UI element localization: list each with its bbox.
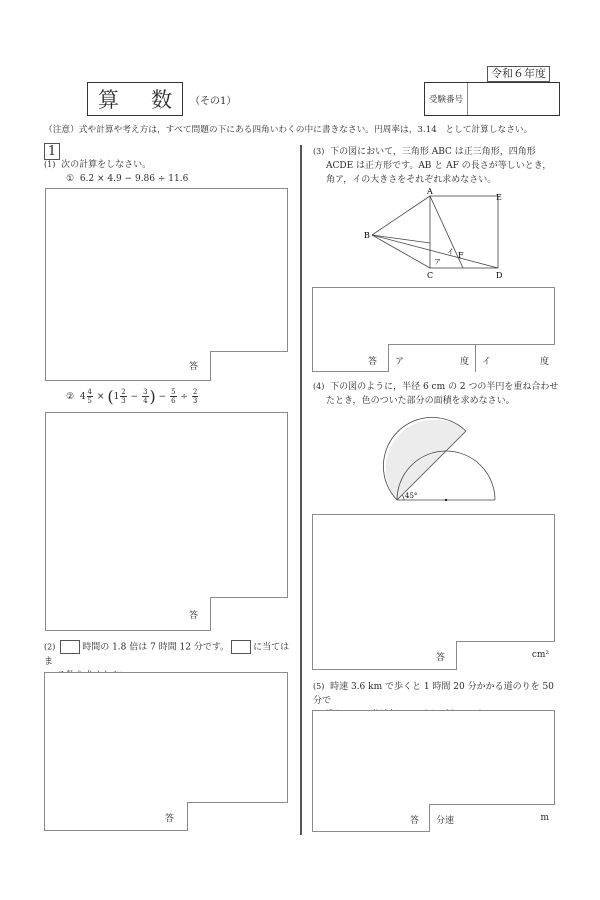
q1-2-answer-label: 答 (189, 611, 199, 621)
q5-work-area[interactable] (312, 710, 555, 832)
year-badge: 令和６年度 (487, 66, 550, 82)
q4-answer-unit: cm² (531, 650, 549, 660)
q1-2-div: ÷ (180, 391, 188, 402)
q2-work-area[interactable] (44, 672, 288, 831)
q2-answer-label: 答 (165, 814, 175, 824)
q1-2-minus2: − (158, 391, 167, 402)
subject-title-right: 数 (151, 88, 172, 112)
q3-label: (3) (313, 147, 325, 156)
q5-answer-prefix: 分速 (436, 816, 455, 826)
q1-2-whole2: 1 (113, 391, 120, 402)
segment-bc (372, 235, 430, 268)
q3-answer-a-unit: 度 (459, 357, 469, 367)
q3-work-area[interactable] (312, 287, 555, 372)
q2-blank-2 (231, 640, 251, 654)
q3-figure (350, 185, 530, 285)
q4-line1: 下の図のように，半径 6 cm の 2 つの半円を重ね合わせ (330, 382, 559, 392)
q2-text-a: 時間の 1.8 倍は 7 時間 12 分です。 (82, 642, 230, 653)
label-e: E (496, 193, 502, 202)
q1-2-marker: ② (66, 391, 75, 402)
q1-1-marker: ① (66, 174, 75, 184)
exam-number-box (424, 82, 560, 116)
subject-title-left: 算 (98, 88, 119, 112)
angle-i-label: イ (447, 248, 454, 256)
q3-line1: 下の図において，三角形 ABC は正三角形，四角形 (330, 147, 536, 157)
q5-answer-field[interactable] (429, 804, 555, 832)
q3-answer-a-label: ア (395, 357, 405, 367)
label-f: F (458, 251, 464, 260)
q4-figure (370, 405, 510, 505)
q1-1-expr: 6.2 × 4.9 − 9.86 ÷ 11.6 (79, 174, 189, 184)
angle-label: 45° (405, 492, 418, 500)
q1-heading (44, 158, 151, 172)
q1-2-work-area[interactable] (45, 412, 288, 631)
angle-a-label: ア (434, 258, 441, 266)
q5-label: (5) (313, 682, 325, 691)
q5-answer-unit: m (540, 813, 549, 823)
q1-2-minus1: − (130, 391, 139, 402)
q1-2-times: × (96, 391, 105, 402)
label-d: D (496, 271, 503, 280)
q5-answer-label: 答 (410, 816, 420, 826)
q1-2-frac2: $\frac{2}{3}$ (121, 388, 126, 405)
q3-line2: ACDE は正方形です。AB と AF の長さが等しいとき， (326, 161, 552, 171)
q3-answer-a-field[interactable] (388, 344, 475, 372)
q3-answer-i-unit: 度 (539, 357, 549, 367)
q1-2-frac3: $\frac{3}{4}$ (143, 388, 148, 405)
q1-2-frac4: $\frac{5}{6}$ (171, 388, 176, 405)
q3-answer-i-field[interactable] (475, 344, 555, 372)
label-c: C (427, 271, 434, 280)
q1-2-frac1: $\frac{4}{5}$ (87, 388, 93, 405)
column-divider (300, 145, 302, 835)
q1-1-expression (66, 172, 188, 186)
q5-line1: 時速 3.6 km で歩くと 1 時間 20 分かかる道のりを 50 分で (313, 682, 554, 706)
q4-answer-field[interactable] (456, 641, 555, 670)
exam-number-field[interactable] (468, 83, 559, 115)
q1-text: 次の計算をしなさい。 (61, 160, 152, 170)
q2-answer-field[interactable] (187, 802, 288, 831)
center-point (445, 499, 447, 501)
q3-answer-i-label: イ (482, 357, 492, 367)
page-subtitle: （その1） (190, 96, 237, 107)
q2-label: (2) (44, 642, 56, 652)
subject-title-box (87, 82, 183, 116)
q4-work-area[interactable] (312, 514, 555, 670)
instructions-note: （注意）式や計算や考え方は，すべて問題の下にある四角いわくの中に書きなさい。円周率は，3.14 として計算しなさい。 (44, 125, 533, 135)
q4-line2: たとき，色のついた部分の面積を求めなさい。 (326, 396, 515, 406)
q4-label: (4) (313, 382, 325, 391)
segment-bx (372, 235, 430, 243)
section-number: 1 (44, 143, 60, 160)
q1-2-expression: ② 4 $\frac{4}{5}$ × ( 1 $\frac{2}{3}$ − $\frac{3}{4}$ ) − $\frac{5}{6}$ ÷ $\frac{2}{3}$ (66, 386, 198, 406)
segment-ab (372, 196, 430, 235)
q4-text (313, 380, 563, 408)
label-b: B (364, 231, 370, 240)
q4-answer-label: 答 (436, 653, 446, 663)
q1-2-answer-field[interactable] (210, 597, 288, 631)
q3-answer-label: 答 (368, 357, 378, 367)
q2-blank-1 (60, 640, 80, 654)
q3-line3: 角ア，イの大きさをそれぞれ求めなさい。 (326, 175, 497, 185)
angle-arc (402, 495, 404, 500)
q1-1-work-area[interactable] (45, 188, 288, 381)
q1-1-answer-label: 答 (189, 362, 199, 372)
q1-2-frac5: $\frac{2}{3}$ (192, 388, 198, 405)
q3-text (313, 145, 563, 187)
q2-text-b: に当てはま (44, 642, 290, 667)
q1-2-whole1: 4 (79, 391, 86, 402)
exam-number-label: 受験番号 (425, 83, 468, 115)
q1-label: (1) (44, 160, 56, 169)
label-a: A (427, 187, 433, 196)
q1-1-answer-field[interactable] (210, 351, 288, 381)
